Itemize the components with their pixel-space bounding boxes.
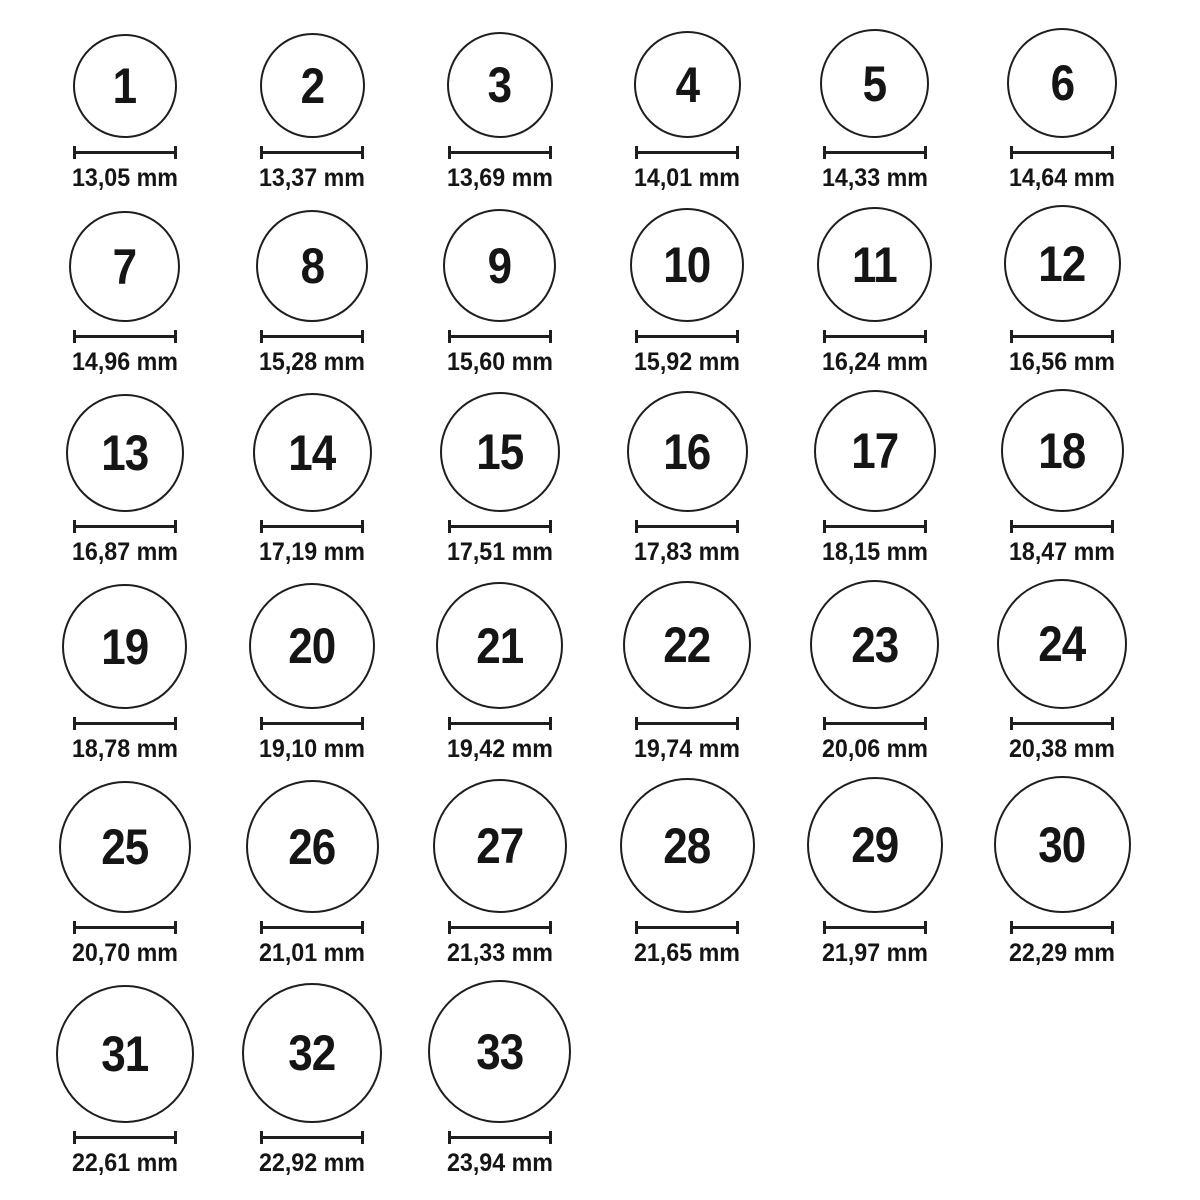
ring-circle xyxy=(249,583,375,709)
measure-bar xyxy=(76,1136,174,1139)
ring-size-number: 6 xyxy=(1050,55,1075,111)
ring-size-cell xyxy=(594,391,782,567)
diameter-measure-line xyxy=(260,146,364,159)
ring-size-cell xyxy=(31,394,219,567)
measure-bar xyxy=(1013,926,1111,929)
ring-size-number: 29 xyxy=(851,817,899,873)
ring-size-cell xyxy=(31,584,219,764)
ring-size-number: 4 xyxy=(675,56,700,113)
measure-bar xyxy=(451,151,549,154)
diameter-label: 16,87 mm xyxy=(71,538,178,566)
diameter-measure-line xyxy=(635,520,739,533)
ring-size-number: 31 xyxy=(101,1026,149,1082)
measure-bar xyxy=(638,926,736,929)
ring-circle xyxy=(59,781,191,913)
diameter-measure-line xyxy=(260,1131,364,1144)
diameter-measure-line xyxy=(260,330,364,343)
diameter-label: 20,06 mm xyxy=(821,735,928,763)
ring-circle xyxy=(256,210,368,322)
ring-size-number: 13 xyxy=(101,425,149,481)
ring-size-cell xyxy=(406,779,594,968)
measure-bar xyxy=(826,525,924,528)
ring-size-cell xyxy=(31,781,219,968)
ring-circle xyxy=(814,390,936,512)
diameter-label: 22,61 mm xyxy=(71,1149,178,1177)
ring-size-number: 12 xyxy=(1038,235,1086,292)
ring-size-cell xyxy=(594,31,782,193)
diameter-label: 21,33 mm xyxy=(446,939,553,967)
ring-size-cell xyxy=(969,28,1157,193)
measure-bar xyxy=(263,525,361,528)
ring-size-number: 27 xyxy=(476,818,524,874)
ring-size-cell xyxy=(406,980,594,1178)
diameter-label: 19,10 mm xyxy=(259,735,366,763)
diameter-label: 16,56 mm xyxy=(1009,348,1116,376)
ring-size-cell xyxy=(219,583,407,764)
ring-size-number: 23 xyxy=(851,616,899,673)
ring-circle xyxy=(62,584,187,709)
ring-size-number: 21 xyxy=(476,617,524,674)
ring-circle xyxy=(810,580,939,709)
diameter-measure-line xyxy=(823,520,927,533)
ring-size-cell xyxy=(781,207,969,377)
ring-size-number: 2 xyxy=(300,57,325,114)
ring-circle xyxy=(997,579,1127,709)
measure-bar xyxy=(1013,722,1111,725)
ring-size-number: 14 xyxy=(288,424,336,481)
ring-size-number: 15 xyxy=(476,424,524,480)
ring-circle xyxy=(436,582,563,709)
diameter-label: 17,51 mm xyxy=(446,538,553,566)
ring-size-cell xyxy=(781,390,969,567)
diameter-label: 14,01 mm xyxy=(634,164,741,192)
ring-circle xyxy=(242,983,382,1123)
ring-size-cell xyxy=(594,778,782,968)
ring-size-number: 24 xyxy=(1038,616,1086,672)
diameter-label: 22,29 mm xyxy=(1009,939,1116,967)
diameter-measure-line xyxy=(635,146,739,159)
diameter-label: 23,94 mm xyxy=(446,1149,553,1177)
diameter-label: 13,37 mm xyxy=(259,164,366,192)
diameter-measure-line xyxy=(635,921,739,934)
ring-size-cell xyxy=(781,580,969,764)
ring-size-number: 3 xyxy=(487,57,512,113)
ring-size-cell xyxy=(969,389,1157,567)
ring-size-cell xyxy=(969,205,1157,377)
ring-size-cell xyxy=(781,29,969,193)
measure-bar xyxy=(638,151,736,154)
diameter-measure-line xyxy=(1010,330,1114,343)
diameter-measure-line xyxy=(823,921,927,934)
diameter-label: 22,92 mm xyxy=(259,1149,366,1177)
diameter-label: 14,33 mm xyxy=(821,164,928,192)
diameter-measure-line xyxy=(1010,921,1114,934)
diameter-measure-line xyxy=(448,717,552,730)
diameter-label: 21,65 mm xyxy=(634,939,741,967)
diameter-measure-line xyxy=(73,921,177,934)
measure-bar xyxy=(263,151,361,154)
ring-row xyxy=(31,776,1200,968)
diameter-measure-line xyxy=(73,1131,177,1144)
ring-size-number: 33 xyxy=(476,1023,524,1080)
measure-bar xyxy=(451,722,549,725)
ring-size-cell xyxy=(31,211,219,377)
ring-circle xyxy=(1001,389,1124,512)
ring-size-cell xyxy=(219,780,407,968)
ring-size-number: 7 xyxy=(112,238,137,295)
measure-bar xyxy=(638,722,736,725)
ring-circle xyxy=(260,33,365,138)
diameter-measure-line xyxy=(73,330,177,343)
measure-bar xyxy=(263,1136,361,1139)
ring-size-number: 19 xyxy=(101,618,149,675)
ring-size-cell xyxy=(406,392,594,567)
diameter-measure-line xyxy=(448,1131,552,1144)
ring-circle xyxy=(634,31,741,138)
ring-size-number: 17 xyxy=(851,423,899,479)
ring-circle xyxy=(443,209,556,322)
diameter-measure-line xyxy=(823,717,927,730)
measure-bar xyxy=(826,722,924,725)
ring-size-cell xyxy=(781,777,969,968)
measure-bar xyxy=(263,335,361,338)
ring-circle xyxy=(630,208,744,322)
diameter-label: 14,64 mm xyxy=(1009,164,1116,192)
ring-size-number: 11 xyxy=(852,236,898,293)
diameter-label: 13,69 mm xyxy=(446,164,553,192)
diameter-measure-line xyxy=(260,520,364,533)
diameter-label: 17,19 mm xyxy=(259,538,366,566)
diameter-label: 21,97 mm xyxy=(821,939,928,967)
diameter-measure-line xyxy=(73,146,177,159)
ring-size-number: 9 xyxy=(487,237,512,294)
ring-size-number: 32 xyxy=(288,1025,336,1081)
measure-bar xyxy=(826,151,924,154)
measure-bar xyxy=(1013,335,1111,338)
measure-bar xyxy=(1013,525,1111,528)
diameter-measure-line xyxy=(823,146,927,159)
diameter-label: 15,28 mm xyxy=(259,348,366,376)
measure-bar xyxy=(638,335,736,338)
measure-bar xyxy=(76,151,174,154)
ring-size-number: 26 xyxy=(288,818,336,875)
ring-circle xyxy=(820,29,929,138)
ring-size-cell xyxy=(31,34,219,193)
ring-size-cell xyxy=(31,985,219,1178)
ring-row xyxy=(31,28,1200,193)
ring-size-number: 28 xyxy=(663,817,711,874)
diameter-label: 19,42 mm xyxy=(446,735,553,763)
ring-circle xyxy=(433,779,567,913)
ring-circle xyxy=(817,207,932,322)
ring-circle xyxy=(807,777,943,913)
measure-bar xyxy=(76,926,174,929)
measure-bar xyxy=(451,335,549,338)
diameter-label: 18,47 mm xyxy=(1009,538,1116,566)
diameter-measure-line xyxy=(260,717,364,730)
ring-size-number: 22 xyxy=(663,617,711,673)
diameter-label: 16,24 mm xyxy=(821,348,928,376)
diameter-measure-line xyxy=(448,146,552,159)
ring-size-number: 5 xyxy=(862,55,887,112)
diameter-label: 19,74 mm xyxy=(634,735,741,763)
diameter-label: 15,60 mm xyxy=(446,348,553,376)
ring-circle xyxy=(66,394,184,512)
diameter-label: 18,15 mm xyxy=(821,538,928,566)
diameter-measure-line xyxy=(448,921,552,934)
ring-row xyxy=(31,980,1200,1178)
ring-circle xyxy=(246,780,379,913)
ring-size-cell xyxy=(406,209,594,377)
ring-size-number: 18 xyxy=(1038,422,1086,479)
ring-size-cell xyxy=(219,983,407,1178)
diameter-label: 18,78 mm xyxy=(71,735,178,763)
ring-circle xyxy=(994,776,1131,913)
ring-size-number: 30 xyxy=(1038,816,1086,873)
ring-circle xyxy=(1007,28,1117,138)
diameter-label: 13,05 mm xyxy=(71,164,178,192)
diameter-measure-line xyxy=(1010,520,1114,533)
ring-size-cell xyxy=(969,579,1157,764)
ring-row xyxy=(31,205,1200,377)
diameter-label: 15,92 mm xyxy=(634,348,741,376)
diameter-measure-line xyxy=(260,921,364,934)
ring-size-cell xyxy=(594,581,782,764)
measure-bar xyxy=(826,335,924,338)
ring-size-cell xyxy=(219,210,407,377)
ring-size-number: 1 xyxy=(112,58,137,114)
ring-size-number: 25 xyxy=(101,819,149,875)
ring-size-number: 8 xyxy=(300,238,325,294)
ring-size-cell xyxy=(406,582,594,764)
measure-bar xyxy=(263,926,361,929)
ring-row xyxy=(31,389,1200,567)
diameter-measure-line xyxy=(823,330,927,343)
diameter-label: 20,38 mm xyxy=(1009,735,1116,763)
diameter-label: 14,96 mm xyxy=(71,348,178,376)
ring-size-number: 20 xyxy=(288,618,336,674)
ring-size-cell xyxy=(219,33,407,193)
diameter-label: 21,01 mm xyxy=(259,939,366,967)
diameter-measure-line xyxy=(448,330,552,343)
measure-bar xyxy=(638,525,736,528)
ring-circle xyxy=(56,985,194,1123)
ring-size-number: 10 xyxy=(663,237,711,293)
measure-bar xyxy=(76,525,174,528)
diameter-measure-line xyxy=(73,717,177,730)
ring-circle xyxy=(627,391,748,512)
ring-circle xyxy=(623,581,751,709)
ring-circle xyxy=(447,32,553,138)
ring-circle xyxy=(69,211,180,322)
ring-circle xyxy=(73,34,177,138)
ring-size-number: 16 xyxy=(663,423,711,480)
diameter-measure-line xyxy=(448,520,552,533)
ring-row xyxy=(31,579,1200,764)
measure-bar xyxy=(76,335,174,338)
diameter-measure-line xyxy=(635,330,739,343)
measure-bar xyxy=(451,525,549,528)
measure-bar xyxy=(76,722,174,725)
diameter-measure-line xyxy=(1010,717,1114,730)
ring-circle xyxy=(253,393,372,512)
measure-bar xyxy=(451,926,549,929)
diameter-measure-line xyxy=(73,520,177,533)
diameter-measure-line xyxy=(1010,146,1114,159)
ring-circle xyxy=(440,392,560,512)
ring-size-cell xyxy=(969,776,1157,968)
diameter-label: 17,83 mm xyxy=(634,538,741,566)
measure-bar xyxy=(263,722,361,725)
diameter-label: 20,70 mm xyxy=(71,939,178,967)
ring-circle xyxy=(428,980,571,1123)
measure-bar xyxy=(451,1136,549,1139)
ring-size-cell xyxy=(406,32,594,193)
ring-circle xyxy=(620,778,755,913)
ring-size-cell xyxy=(594,208,782,377)
ring-circle xyxy=(1004,205,1121,322)
diameter-measure-line xyxy=(635,717,739,730)
ring-size-cell xyxy=(219,393,407,567)
measure-bar xyxy=(826,926,924,929)
measure-bar xyxy=(1013,151,1111,154)
